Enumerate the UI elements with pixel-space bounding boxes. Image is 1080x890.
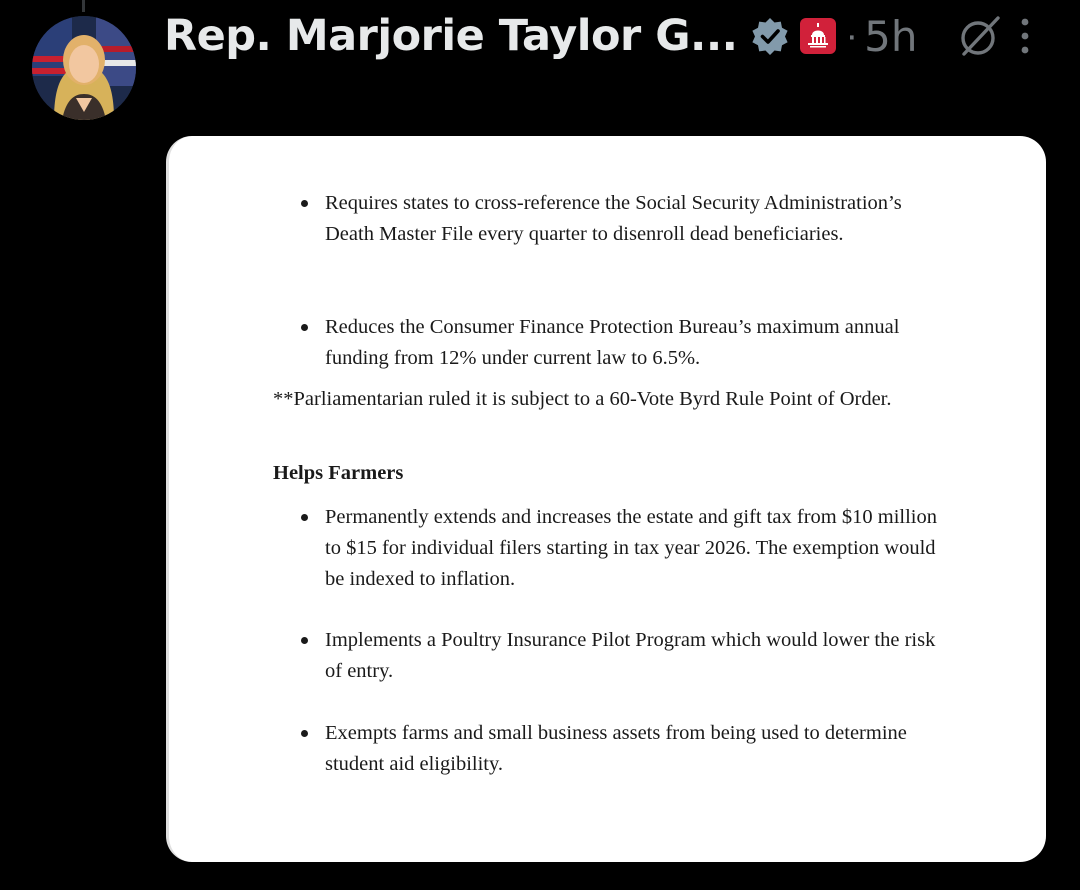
bullet-item: Permanently extends and increases the estate and gift tax from $10 million to $15 for individual filers starting in tax year 2026. The exemption would be indexed to inflation. [325,502,945,595]
section-heading: Helps Farmers [273,462,404,484]
bullet-item: Implements a Poultry Insurance Pilot Program which would lower the risk of entry. [325,625,945,687]
media-image-card[interactable] [166,136,1046,862]
document-page [169,136,1046,862]
parliamentarian-note: **Parliamentarian ruled it is subject to a 60-Vote Byrd Rule Point of Order. [273,388,892,410]
author-name[interactable]: Rep. Marjorie Taylor G... [164,11,738,61]
thread-connector-line [82,0,85,12]
avatar-portrait [32,16,136,120]
bullet-item: Exempts farms and small business assets from being used to determine student aid eligibility. [325,718,945,780]
bullet-item: Reduces the Consumer Finance Protection Bureau’s maximum annual funding from 12% under current law to 6.5%. [325,312,945,374]
post-timestamp[interactable]: 5h [864,11,918,61]
avatar[interactable] [32,16,136,120]
verified-badge-icon[interactable] [750,16,790,56]
grok-icon[interactable] [956,12,1004,60]
more-options-icon[interactable] [1018,16,1032,56]
capitol-building-icon[interactable] [800,18,836,54]
bullet-item: Requires states to cross-reference the Social Security Administration’s Death Master File every quarter to disenroll dead beneficiaries. [325,188,945,250]
post-header [164,8,1060,64]
separator-dot: · [845,14,859,57]
